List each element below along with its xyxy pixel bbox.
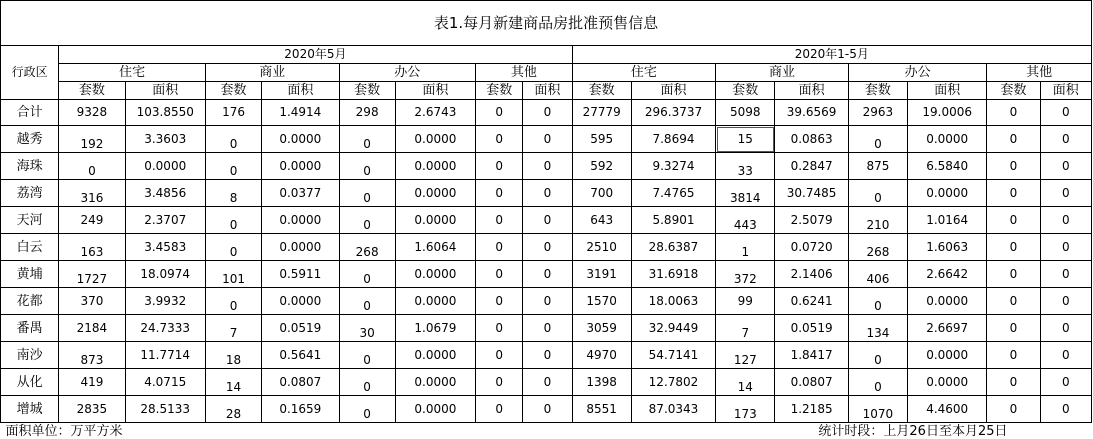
category-header[interactable]: 住宅 xyxy=(572,64,716,82)
data-cell[interactable]: 2.3707 xyxy=(125,207,205,234)
data-cell[interactable]: 0.0000 xyxy=(908,342,987,369)
data-cell[interactable]: 28.5133 xyxy=(125,396,205,423)
sub-header[interactable]: 套数 xyxy=(59,82,125,100)
data-cell[interactable]: 1.2185 xyxy=(775,396,848,423)
data-cell[interactable]: 0 xyxy=(205,126,261,153)
data-cell[interactable]: 18 xyxy=(205,342,261,369)
data-cell[interactable]: 2.6743 xyxy=(395,100,475,126)
data-cell[interactable]: 0 xyxy=(476,126,523,153)
data-cell[interactable]: 87.0343 xyxy=(631,396,715,423)
data-cell[interactable]: 0.0807 xyxy=(775,369,848,396)
data-cell[interactable]: 1398 xyxy=(572,369,631,396)
data-cell[interactable]: 268 xyxy=(339,234,395,261)
data-cell[interactable]: 2.6697 xyxy=(908,315,987,342)
table-row xyxy=(1,342,1092,369)
data-cell[interactable]: 163 xyxy=(59,234,125,261)
data-cell[interactable]: 0 xyxy=(987,342,1040,369)
area-unit-note: 面积单位：万平方米 xyxy=(5,425,123,438)
data-cell[interactable]: 1.0164 xyxy=(908,207,987,234)
data-cell[interactable]: 101 xyxy=(205,261,261,288)
data-cell[interactable]: 370 xyxy=(59,288,125,315)
data-cell[interactable]: 0 xyxy=(523,207,572,234)
data-cell[interactable]: 28 xyxy=(205,396,261,423)
data-cell[interactable]: 0.0000 xyxy=(262,207,339,234)
data-cell[interactable]: 0.0000 xyxy=(908,288,987,315)
data-cell[interactable]: 4.4600 xyxy=(908,396,987,423)
data-cell[interactable]: 0 xyxy=(339,180,395,207)
data-cell[interactable]: 1.8417 xyxy=(775,342,848,369)
data-cell[interactable]: 0 xyxy=(987,234,1040,261)
data-cell[interactable]: 0.5641 xyxy=(262,342,339,369)
data-cell[interactable]: 0 xyxy=(523,369,572,396)
data-cell[interactable]: 5.8901 xyxy=(631,207,715,234)
data-cell[interactable]: 7 xyxy=(716,315,775,342)
data-cell[interactable]: 316 xyxy=(59,180,125,207)
data-cell[interactable]: 30.7485 xyxy=(775,180,848,207)
district-name[interactable]: 荔湾 xyxy=(1,180,59,207)
data-cell[interactable]: 31.6918 xyxy=(631,261,715,288)
data-cell[interactable]: 3191 xyxy=(572,261,631,288)
data-cell[interactable]: 0 xyxy=(339,261,395,288)
data-cell[interactable]: 0 xyxy=(987,369,1040,396)
data-cell[interactable]: 0 xyxy=(987,126,1040,153)
data-cell[interactable]: 1 xyxy=(716,234,775,261)
district-header[interactable]: 行政区 xyxy=(1,46,59,100)
data-cell[interactable]: 0 xyxy=(476,396,523,423)
data-cell[interactable]: 0 xyxy=(339,207,395,234)
district-name[interactable]: 黄埔 xyxy=(1,261,59,288)
data-cell[interactable]: 0 xyxy=(1040,315,1091,342)
data-cell[interactable]: 0 xyxy=(848,369,907,396)
data-cell[interactable]: 0 xyxy=(205,288,261,315)
data-cell[interactable]: 0 xyxy=(476,342,523,369)
data-cell[interactable]: 0 xyxy=(205,153,261,180)
data-cell[interactable]: 134 xyxy=(848,315,907,342)
data-cell[interactable]: 0.0863 xyxy=(775,126,848,153)
data-cell[interactable]: 0 xyxy=(1040,342,1091,369)
table-row xyxy=(1,234,1092,261)
data-cell[interactable]: 11.7714 xyxy=(125,342,205,369)
category-header[interactable]: 办公 xyxy=(848,64,987,82)
data-cell[interactable]: 443 xyxy=(716,207,775,234)
data-cell[interactable]: 0 xyxy=(523,261,572,288)
data-cell[interactable]: 592 xyxy=(572,153,631,180)
data-cell[interactable]: 2184 xyxy=(59,315,125,342)
sub-header[interactable]: 面积 xyxy=(262,82,339,100)
data-cell[interactable]: 2963 xyxy=(848,100,907,126)
data-cell[interactable]: 0 xyxy=(339,153,395,180)
data-cell[interactable]: 173 xyxy=(716,396,775,423)
district-name[interactable]: 天河 xyxy=(1,207,59,234)
data-cell[interactable]: 0 xyxy=(1040,153,1091,180)
category-header[interactable]: 其他 xyxy=(476,64,572,82)
data-cell[interactable]: 0 xyxy=(1040,234,1091,261)
district-name[interactable]: 白云 xyxy=(1,234,59,261)
data-cell[interactable]: 595 xyxy=(572,126,631,153)
data-cell[interactable]: 0 xyxy=(339,126,395,153)
category-header[interactable]: 商业 xyxy=(205,64,339,82)
data-cell[interactable]: 7.4765 xyxy=(631,180,715,207)
district-name[interactable]: 番禺 xyxy=(1,315,59,342)
data-cell[interactable]: 18.0063 xyxy=(631,288,715,315)
data-cell[interactable]: 0 xyxy=(523,126,572,153)
table-footer xyxy=(1,423,1092,439)
sub-header[interactable]: 套数 xyxy=(476,82,523,100)
sub-header[interactable]: 面积 xyxy=(1040,82,1091,100)
sub-header[interactable]: 面积 xyxy=(523,82,572,100)
data-cell[interactable]: 0.1659 xyxy=(262,396,339,423)
data-cell[interactable]: 0 xyxy=(848,180,907,207)
sub-header[interactable]: 面积 xyxy=(395,82,475,100)
data-cell[interactable]: 7.8694 xyxy=(631,126,715,153)
data-cell[interactable]: 0 xyxy=(523,396,572,423)
data-cell[interactable]: 2510 xyxy=(572,234,631,261)
data-cell[interactable]: 192 xyxy=(59,126,125,153)
data-cell[interactable]: 0.5911 xyxy=(262,261,339,288)
data-cell[interactable]: 19.0006 xyxy=(908,100,987,126)
data-cell[interactable]: 0 xyxy=(205,234,261,261)
data-cell[interactable]: 0 xyxy=(1040,180,1091,207)
data-cell[interactable]: 0.0000 xyxy=(395,207,475,234)
data-cell[interactable]: 0 xyxy=(1040,126,1091,153)
data-cell[interactable]: 1570 xyxy=(572,288,631,315)
district-name[interactable]: 南沙 xyxy=(1,342,59,369)
sub-header[interactable]: 套数 xyxy=(572,82,631,100)
data-cell[interactable]: 0.0000 xyxy=(395,369,475,396)
data-cell[interactable]: 0.0000 xyxy=(262,288,339,315)
data-cell[interactable]: 2835 xyxy=(59,396,125,423)
data-cell[interactable]: 127 xyxy=(716,342,775,369)
sub-header[interactable]: 面积 xyxy=(125,82,205,100)
data-cell[interactable]: 0 xyxy=(476,369,523,396)
data-cell[interactable]: 9328 xyxy=(59,100,125,126)
data-cell[interactable]: 0 xyxy=(476,234,523,261)
data-cell[interactable]: 5098 xyxy=(716,100,775,126)
data-cell[interactable]: 1.4914 xyxy=(262,100,339,126)
category-header[interactable]: 住宅 xyxy=(59,64,206,82)
data-cell[interactable]: 0 xyxy=(1040,207,1091,234)
district-name[interactable]: 海珠 xyxy=(1,153,59,180)
data-cell[interactable]: 0 xyxy=(339,396,395,423)
data-cell[interactable]: 3.4583 xyxy=(125,234,205,261)
table-row xyxy=(1,82,1092,100)
data-cell[interactable]: 0 xyxy=(476,261,523,288)
data-cell[interactable]: 0.0000 xyxy=(395,126,475,153)
data-cell[interactable]: 0.0000 xyxy=(395,342,475,369)
data-cell[interactable]: 2.1406 xyxy=(775,261,848,288)
data-cell[interactable]: 32.9449 xyxy=(631,315,715,342)
table-row xyxy=(1,207,1092,234)
data-cell[interactable]: 0.0000 xyxy=(395,396,475,423)
data-cell[interactable]: 0 xyxy=(523,234,572,261)
data-cell[interactable]: 419 xyxy=(59,369,125,396)
sub-header[interactable]: 面积 xyxy=(908,82,987,100)
data-cell[interactable]: 0 xyxy=(987,153,1040,180)
data-cell[interactable]: 0.0000 xyxy=(125,153,205,180)
data-cell[interactable]: 0.2847 xyxy=(775,153,848,180)
table-row xyxy=(1,261,1092,288)
data-cell[interactable]: 0.0000 xyxy=(908,369,987,396)
table-row xyxy=(1,396,1092,423)
district-name[interactable]: 花都 xyxy=(1,288,59,315)
data-cell[interactable]: 0 xyxy=(987,261,1040,288)
district-name[interactable]: 越秀 xyxy=(1,126,59,153)
data-cell[interactable]: 3814 xyxy=(716,180,775,207)
data-cell[interactable]: 14 xyxy=(205,369,261,396)
data-cell[interactable]: 4.0715 xyxy=(125,369,205,396)
data-cell[interactable]: 0.0000 xyxy=(262,234,339,261)
data-cell[interactable]: 0.0000 xyxy=(395,180,475,207)
sub-header[interactable]: 套数 xyxy=(848,82,907,100)
data-cell[interactable]: 0 xyxy=(476,153,523,180)
data-cell[interactable]: 0 xyxy=(987,315,1040,342)
data-cell[interactable]: 0 xyxy=(339,288,395,315)
data-cell[interactable]: 0.0000 xyxy=(262,126,339,153)
data-cell[interactable]: 0 xyxy=(1040,100,1091,126)
data-cell[interactable]: 1.6064 xyxy=(395,234,475,261)
table-row xyxy=(1,153,1092,180)
table-row xyxy=(1,1,1092,46)
data-cell[interactable]: 0 xyxy=(476,180,523,207)
data-cell[interactable]: 0 xyxy=(848,342,907,369)
sub-header[interactable]: 套数 xyxy=(339,82,395,100)
table-row xyxy=(1,369,1092,396)
period-header[interactable]: 2020年1-5月 xyxy=(572,46,1091,64)
period-header[interactable]: 2020年5月 xyxy=(59,46,572,64)
data-cell[interactable]: 15 xyxy=(716,126,775,153)
data-cell[interactable]: 0 xyxy=(523,315,572,342)
data-cell[interactable]: 2.6642 xyxy=(908,261,987,288)
data-cell[interactable]: 0 xyxy=(987,100,1040,126)
data-cell[interactable]: 3.3603 xyxy=(125,126,205,153)
data-cell[interactable]: 9.3274 xyxy=(631,153,715,180)
table-row xyxy=(1,180,1092,207)
data-cell[interactable]: 0 xyxy=(523,180,572,207)
data-cell[interactable]: 14 xyxy=(716,369,775,396)
table-row xyxy=(1,64,1092,82)
data-cell[interactable]: 7 xyxy=(205,315,261,342)
sub-header[interactable]: 套数 xyxy=(987,82,1040,100)
data-cell[interactable]: 3059 xyxy=(572,315,631,342)
data-cell[interactable]: 3.9932 xyxy=(125,288,205,315)
data-cell[interactable]: 0 xyxy=(1040,369,1091,396)
data-cell[interactable]: 0.0000 xyxy=(908,180,987,207)
table-row xyxy=(1,46,1092,64)
data-cell[interactable]: 8551 xyxy=(572,396,631,423)
data-cell[interactable]: 0.0000 xyxy=(908,126,987,153)
table-row xyxy=(1,315,1092,342)
data-cell[interactable]: 268 xyxy=(848,234,907,261)
table-row xyxy=(1,423,1092,439)
data-cell[interactable]: 0.0000 xyxy=(262,153,339,180)
data-cell[interactable]: 0 xyxy=(848,288,907,315)
sub-header[interactable]: 面积 xyxy=(631,82,715,100)
sub-header[interactable]: 套数 xyxy=(205,82,261,100)
statistics-period-note: 统计时段：上月26日至本月25日 xyxy=(818,425,1087,438)
data-cell[interactable]: 33 xyxy=(716,153,775,180)
data-cell[interactable]: 0 xyxy=(476,100,523,126)
data-cell[interactable]: 176 xyxy=(205,100,261,126)
data-cell[interactable]: 0 xyxy=(523,153,572,180)
data-cell[interactable]: 18.0974 xyxy=(125,261,205,288)
data-cell[interactable]: 99 xyxy=(716,288,775,315)
data-cell[interactable]: 0 xyxy=(476,315,523,342)
data-cell[interactable]: 27779 xyxy=(572,100,631,126)
district-name[interactable]: 从化 xyxy=(1,369,59,396)
data-cell[interactable]: 406 xyxy=(848,261,907,288)
data-cell[interactable]: 0 xyxy=(848,126,907,153)
data-cell[interactable]: 0 xyxy=(987,180,1040,207)
sub-header[interactable]: 套数 xyxy=(716,82,775,100)
data-cell[interactable]: 0 xyxy=(339,342,395,369)
data-cell[interactable]: 6.5840 xyxy=(908,153,987,180)
data-cell[interactable]: 0 xyxy=(59,153,125,180)
data-cell[interactable]: 1070 xyxy=(848,396,907,423)
data-cell[interactable]: 1727 xyxy=(59,261,125,288)
data-cell[interactable]: 700 xyxy=(572,180,631,207)
data-cell[interactable]: 0 xyxy=(339,369,395,396)
data-cell[interactable]: 298 xyxy=(339,100,395,126)
data-cell[interactable]: 0 xyxy=(987,207,1040,234)
data-cell[interactable]: 2.5079 xyxy=(775,207,848,234)
data-cell[interactable]: 0 xyxy=(1040,288,1091,315)
data-cell[interactable]: 3.4856 xyxy=(125,180,205,207)
table-row xyxy=(1,100,1092,126)
data-cell[interactable]: 1.0679 xyxy=(395,315,475,342)
data-cell[interactable]: 0.0000 xyxy=(395,288,475,315)
data-cell[interactable]: 0 xyxy=(1040,396,1091,423)
data-cell[interactable]: 0.0000 xyxy=(395,153,475,180)
data-cell[interactable]: 0 xyxy=(1040,261,1091,288)
data-cell[interactable]: 0 xyxy=(987,396,1040,423)
category-header[interactable]: 办公 xyxy=(339,64,476,82)
category-header[interactable]: 商业 xyxy=(716,64,849,82)
data-cell[interactable]: 0 xyxy=(476,288,523,315)
data-cell[interactable]: 0 xyxy=(205,207,261,234)
data-cell[interactable]: 103.8550 xyxy=(125,100,205,126)
data-cell[interactable]: 0 xyxy=(523,288,572,315)
data-cell[interactable]: 643 xyxy=(572,207,631,234)
data-cell[interactable]: 296.3737 xyxy=(631,100,715,126)
data-cell[interactable]: 0.0519 xyxy=(775,315,848,342)
data-cell[interactable]: 12.7802 xyxy=(631,369,715,396)
data-cell[interactable]: 1.6063 xyxy=(908,234,987,261)
data-cell[interactable]: 28.6387 xyxy=(631,234,715,261)
data-cell[interactable]: 0.0000 xyxy=(395,261,475,288)
sub-header[interactable]: 面积 xyxy=(775,82,848,100)
data-cell[interactable]: 0 xyxy=(523,342,572,369)
district-name[interactable]: 增城 xyxy=(1,396,59,423)
category-header[interactable]: 其他 xyxy=(987,64,1092,82)
data-cell[interactable]: 875 xyxy=(848,153,907,180)
data-cell[interactable]: 0.0377 xyxy=(262,180,339,207)
data-cell[interactable]: 54.7141 xyxy=(631,342,715,369)
data-cell[interactable]: 0.0720 xyxy=(775,234,848,261)
data-cell[interactable]: 0 xyxy=(476,207,523,234)
data-cell[interactable]: 0.0519 xyxy=(262,315,339,342)
data-cell[interactable]: 0.0807 xyxy=(262,369,339,396)
data-cell[interactable]: 210 xyxy=(848,207,907,234)
data-cell[interactable]: 4970 xyxy=(572,342,631,369)
data-cell[interactable]: 0 xyxy=(987,288,1040,315)
data-cell[interactable]: 873 xyxy=(59,342,125,369)
table-title[interactable]: 表1.每月新建商品房批准预售信息 xyxy=(1,1,1092,46)
data-cell[interactable]: 0.6241 xyxy=(775,288,848,315)
district-name[interactable]: 合计 xyxy=(1,100,59,126)
data-cell[interactable]: 39.6569 xyxy=(775,100,848,126)
data-cell[interactable]: 30 xyxy=(339,315,395,342)
table-row xyxy=(1,288,1092,315)
data-cell[interactable]: 372 xyxy=(716,261,775,288)
data-cell[interactable]: 24.7333 xyxy=(125,315,205,342)
data-cell[interactable]: 0 xyxy=(523,100,572,126)
table-row xyxy=(1,126,1092,153)
data-cell[interactable]: 249 xyxy=(59,207,125,234)
data-cell[interactable]: 8 xyxy=(205,180,261,207)
